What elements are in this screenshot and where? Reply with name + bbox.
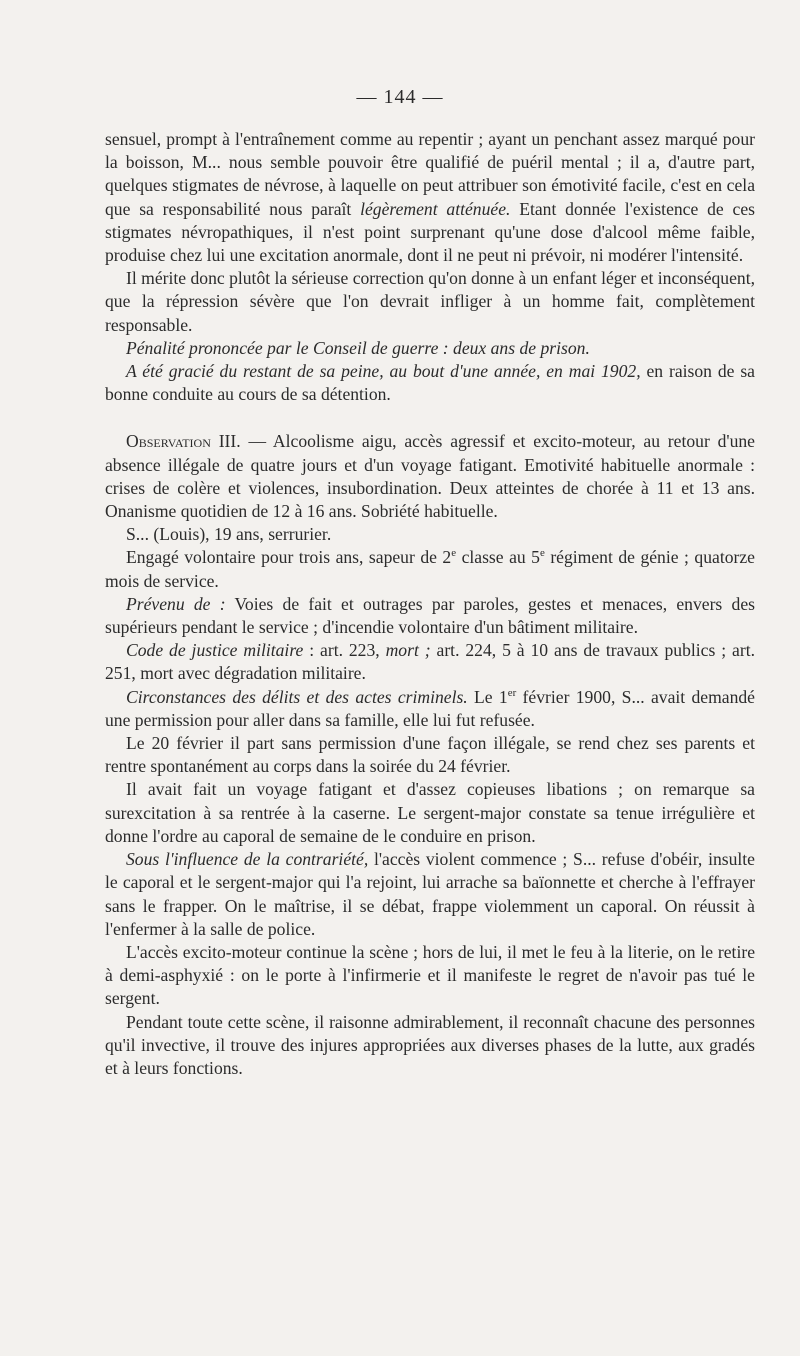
service-text-a: Engagé volontaire pour trois ans, sapeur de 2	[126, 547, 452, 568]
observation-summary: — Alcoolisme aigu, accès agressif et excito-moteur, au retour d'une absence illégale de quatre jours et d'un voyage fatigant. Emotivité habituelle anormale : crises de colère et violences, insubordination. Deux atteintes de chorée à 11 et 13 ans. Onanisme quotidien de 12 à 16 ans. Sobriété habituelle.	[105, 431, 755, 522]
patient-line	[105, 523, 755, 546]
charges-label: Prévenu de :	[126, 593, 226, 614]
paragraph-1-text: sensuel, prompt à l'entraînement comme au repentir ; ayant un penchant assez marqué pour la boisson, M... nous semble pouvoir être qualifié de puéril mental ; il a, d'autre part, quelques stigmates de névrose, à laquelle on peut attribuer son émotivité facile, c'est en cela que sa responsabilité nous paraît	[105, 129, 755, 219]
excito-moteur-text: L'accès excito-moteur continue la scène ; hors de lui, il met le feu à la literie, on le retire à demi-asphyxié : on le porte à l'infirmerie et il manifeste le regret de n'avoir pas tué le sergent.	[105, 941, 755, 1009]
service-sup-2: e	[539, 547, 545, 560]
pardon-end: en raison de sa bonne conduite au cours de sa détention.	[105, 361, 755, 405]
observation-label: Observation	[126, 431, 211, 452]
penalty-line	[105, 337, 755, 360]
influence-label: Sous l'influence de la contrariété,	[126, 849, 369, 870]
charges-text: Voies de fait et outrages par paroles, gestes et menaces, envers des supérieurs pendant le service ; d'incendie volontaire d'un bâtiment militaire.	[105, 593, 755, 638]
service-paragraph	[105, 546, 755, 592]
pardon-line	[105, 360, 755, 406]
paragraph-return	[105, 778, 755, 848]
body-text	[105, 128, 755, 1080]
circumstances-sup: er	[507, 686, 517, 699]
circumstances-paragraph	[105, 686, 755, 732]
paragraph-2	[105, 267, 755, 337]
return-text: Il avait fait un voyage fatigant et d'assez copieuses libations ; on remarque sa surexcitation à sa rentrée à la caserne. Le sergent-major constate sa tenue irrégulière et donne l'ordre au caporal de semaine de le conduire en prison.	[105, 779, 755, 846]
patient-text: S... (Louis), 19 ans, serrurier.	[126, 524, 332, 545]
circumstances-text-b: février 1900, S... avait demandé une permission pour aller dans sa famille, elle lui fut refusée.	[105, 686, 755, 730]
penalty-text: Pénalité prononcée par le Conseil de guerre : deux ans de prison.	[126, 337, 590, 358]
paragraph-conclusion	[105, 1011, 755, 1081]
paragraph-1-end: Etant donnée l'existence de ces stigmates névropathiques, il n'est point surprenant qu'une dose d'alcool même faible, produise chez lui une excitation anormale, dont il ne peut ni prévoir, ni modérer l'intensité.	[105, 198, 755, 266]
observation-heading	[105, 430, 755, 523]
paragraph-influence	[105, 848, 755, 941]
service-sup-1: e	[451, 547, 457, 560]
conclusion-text: Pendant toute cette scène, il raisonne admirablement, il reconnaît chacune des personnes qu'il invective, il trouve des injures appropriées aux diverses phases de la lutte, aux gradés et à leurs fonctions.	[105, 1011, 755, 1078]
influence-text: l'accès violent commence ; S... refuse d'obéir, insulte le caporal et le sergent-major qui l'a rejoint, lui arrache sa baïonnette et cherche à l'effrayer sans le frapper. On le maîtrise, il se débat, frappe violemment un caporal. On réussit à l'enfermer à la salle de police.	[105, 849, 755, 939]
charges-paragraph	[105, 593, 755, 639]
page-number: — 144 —	[356, 86, 444, 108]
service-text-c: régiment de génie ; quatorze mois de service.	[105, 547, 755, 591]
observation-number: III.	[218, 431, 241, 452]
circumstances-text-a: Le 1	[474, 686, 508, 707]
circumstances-label: Circonstances des délits et des actes criminels.	[126, 686, 468, 707]
paragraph-excito-moteur	[105, 941, 755, 1011]
code-paragraph	[105, 639, 755, 685]
code-text-a: : art. 223,	[309, 640, 380, 661]
code-italic-mort: mort ;	[385, 640, 431, 661]
service-text-b: classe au 5	[461, 547, 540, 568]
paragraph-2-text: Il mérite donc plutôt la sérieuse correction qu'on donne à un enfant léger et inconséquent, que la répression sévère que l'on devrait infliger à un homme fait, complètement responsable.	[105, 268, 755, 335]
code-label: Code de justice militaire	[126, 640, 304, 661]
departure-text: Le 20 février il part sans permission d'une façon illégale, se rend chez ses parents et rentre spontanément au corps dans la soirée du 24 février.	[105, 733, 755, 777]
code-text-b: art. 224, 5 à 10 ans de travaux publics ; art. 251, mort avec dégradation militaire.	[105, 640, 755, 684]
paragraph-1	[105, 128, 755, 267]
paragraph-1-italic: légèrement atténuée.	[360, 198, 511, 219]
paragraph-departure	[105, 732, 755, 778]
pardon-italic: A été gracié du restant de sa peine, au bout d'une année, en mai 1902,	[126, 361, 641, 382]
